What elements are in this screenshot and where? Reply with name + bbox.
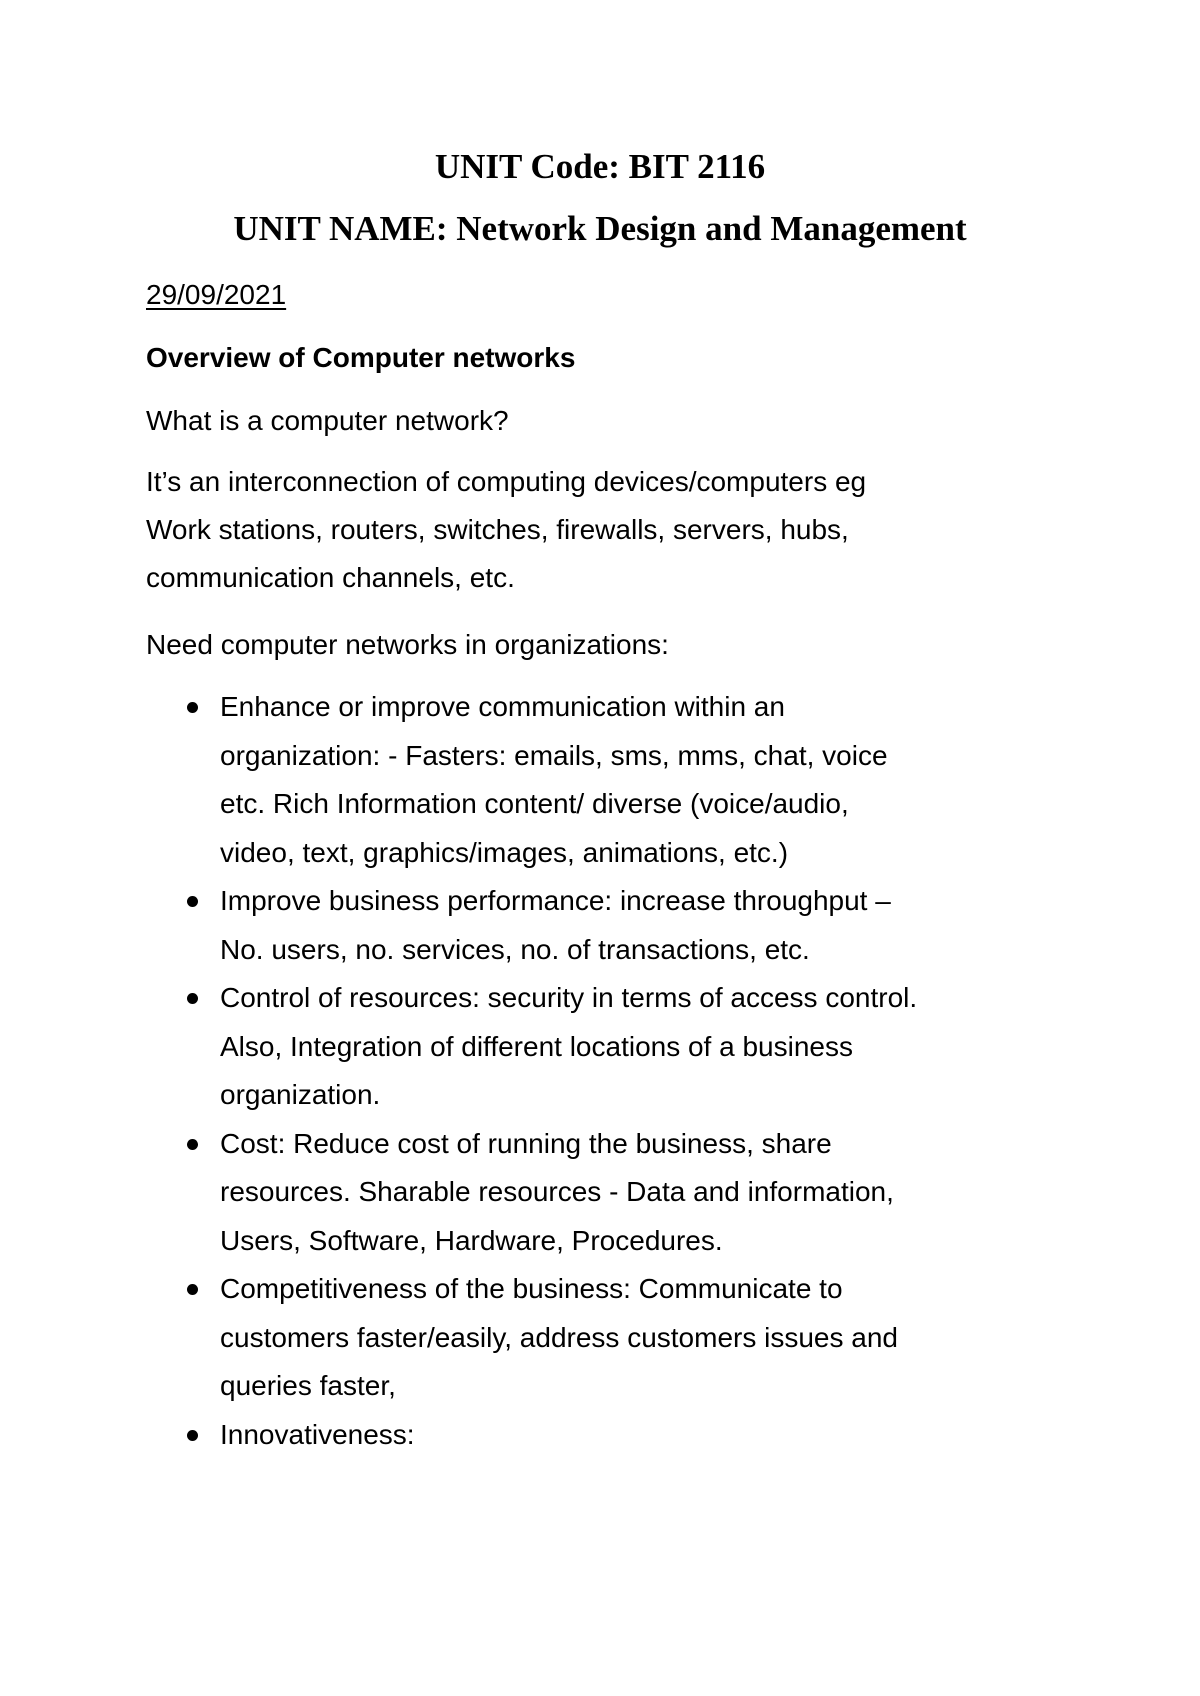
bullet-icon xyxy=(187,896,198,907)
list-item-line: organization. xyxy=(220,1079,381,1110)
list-item-line: Enhance or improve communication within an xyxy=(220,691,785,722)
list-item-line: organization: - Fasters: emails, sms, mms, chat, voice xyxy=(220,739,888,771)
list-item-line: video, text, graphics/images, animations, etc.) xyxy=(220,836,789,868)
list-item xyxy=(146,974,1066,1120)
bullet-icon xyxy=(187,1139,198,1150)
list-item-line: Innovativeness: xyxy=(220,1418,415,1450)
lecture-date: 29/09/2021 xyxy=(146,279,287,310)
paragraph-line: It’s an interconnection of computing devices/computers eg xyxy=(146,466,867,497)
list-item-line: No. users, no. services, no. of transactions, etc. xyxy=(220,933,810,965)
list-item-line: customers faster/easily, address customers issues and xyxy=(220,1321,898,1353)
question-text: What is a computer network? xyxy=(146,405,509,436)
unit-code-title: UNIT Code: BIT 2116 xyxy=(434,147,766,186)
section-heading: Overview of Computer networks xyxy=(146,342,576,373)
need-intro: Need computer networks in organizations: xyxy=(146,629,669,660)
list-item xyxy=(146,1265,1066,1411)
list-item-line: Cost: Reduce cost of running the business, share xyxy=(220,1127,832,1159)
definition-paragraph xyxy=(146,458,1046,602)
bullet-icon xyxy=(187,702,198,713)
list-item-line: queries faster, xyxy=(220,1370,396,1401)
list-item-line: Also, Integration of different locations of a business xyxy=(220,1030,853,1062)
needs-bullet-list xyxy=(146,683,1066,1459)
paragraph-line: Work stations, routers, switches, firewalls, servers, hubs, xyxy=(146,514,849,545)
list-item-line: resources. Sharable resources - Data and information, xyxy=(220,1176,894,1207)
bullet-icon xyxy=(187,1430,198,1441)
bullet-icon xyxy=(187,993,198,1004)
list-item xyxy=(146,1411,1066,1460)
list-item xyxy=(146,877,1066,974)
list-item-line: Improve business performance: increase throughput – xyxy=(220,885,891,916)
list-item xyxy=(146,1120,1066,1266)
list-item xyxy=(146,683,1066,877)
list-item-line: etc. Rich Information content/ diverse (voice/audio, xyxy=(220,788,849,819)
list-item-line: Users, Software, Hardware, Procedures. xyxy=(220,1224,723,1256)
bullet-icon xyxy=(187,1284,198,1295)
unit-name-title: UNIT NAME: Network Design and Management xyxy=(233,209,967,248)
list-item-line: Control of resources: security in terms of access control. xyxy=(220,982,918,1013)
paragraph-line: communication channels, etc. xyxy=(146,562,515,593)
list-item-line: Competitiveness of the business: Communicate to xyxy=(220,1273,843,1304)
